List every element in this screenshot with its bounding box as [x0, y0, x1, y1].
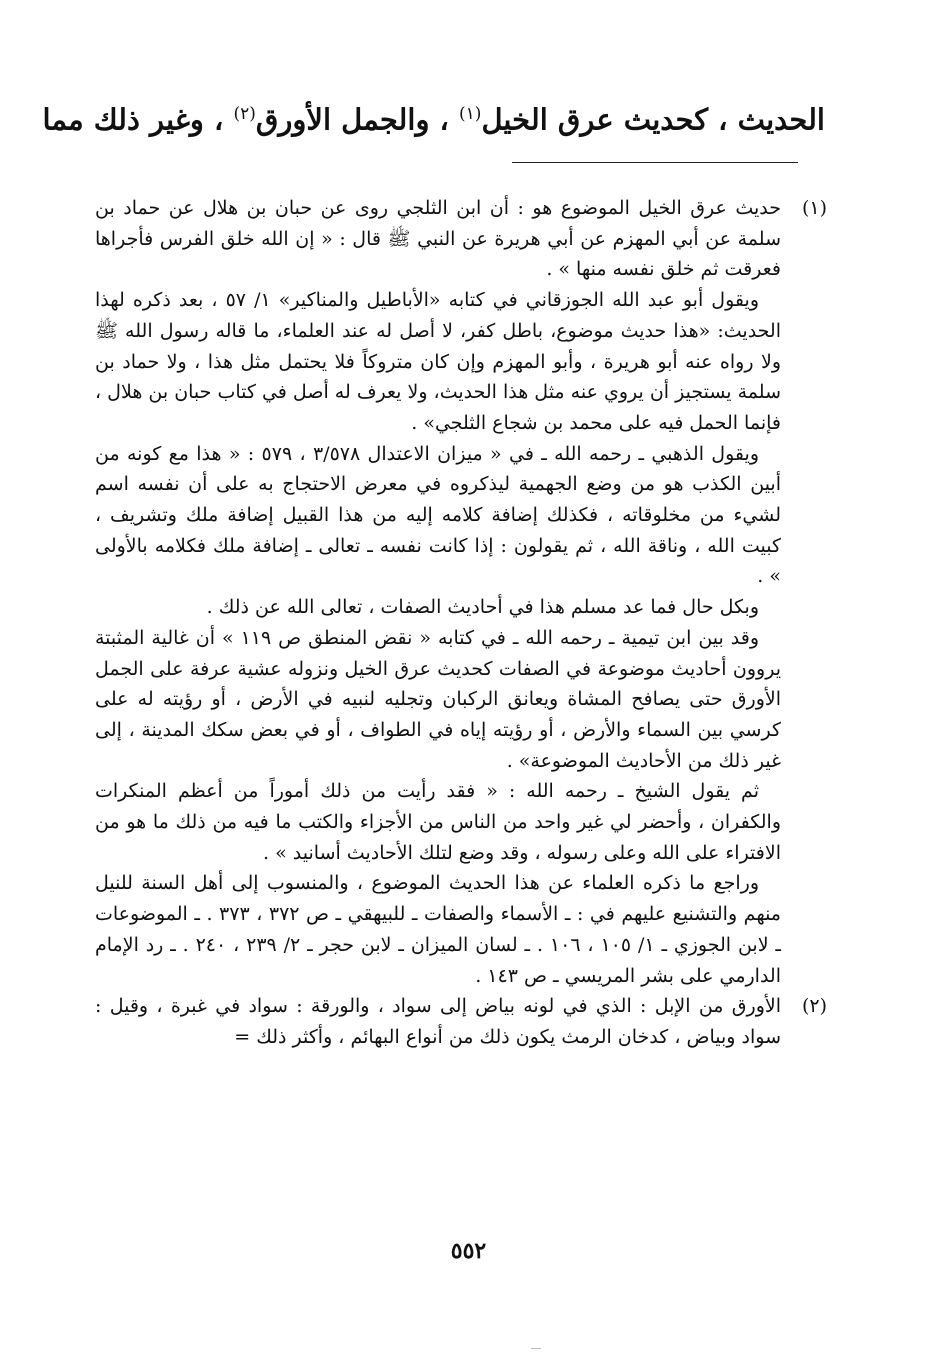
footnote-2 [95, 991, 827, 1052]
footnote-1-paragraph: ويقول الذهبي ـ رحمه الله ـ في « ميزان الاعتدال ٣/٥٧٨ ، ٥٧٩ : « هذا مع كونه من أبين الكذب هو من وضع الجهمية ليذكروه في معرض الاحتجاج به على أن نفسه اسم لشيء من مخلوقاته ، فكذلك إضافة كلامه إليه من هذا القبيل إضافة ملك وتشريف ، كبيت الله ، وناقة الله ، ثم يقولون : إذا كانت نفسه ـ تعالى ـ إضافة ملك فكلامه بالأولى » . [95, 442, 781, 588]
footnote-2-body [95, 991, 781, 1052]
footnote-1-paragraph: وراجع ما ذكره العلماء عن هذا الحديث الموضوع ، والمنسوب إلى أهل السنة للنيل منهم والتشنيع عليهم في : ـ الأسماء والصفات ـ للبيهقي ـ ص ٣٧٢ ، ٣٧٣ . ـ الموضوعات ـ لابن الجوزي ـ ١/ ١٠٥ ، ١٠٦ . ـ لسان الميزان ـ لابن حجر ـ ٢/ ٢٣٩ ، ٢٤٠ . ـ رد الإمام الدارمي على بشر المريسي ـ ص ١٤٣ . [95, 872, 781, 987]
footnote-1-paragraph: حديث عرق الخيل الموضوع هو : أن ابن الثلجي روى عن حبان بن هلال عن حماد بن سلمة عن أبي المهزم عن أبي هريرة عن النبي ﷺ قال : « إن الله خلق الفرس فأجراها فعرقت ثم خلق نفسه منها » . [95, 197, 781, 281]
footnote-1-body [95, 193, 781, 991]
footnote-1-paragraph: ثم يقول الشيخ ـ رحمه الله : « فقد رأيت من ذلك أموراً من أعظم المنكرات والكفران ، وأحضر لي غير واحد من الناس من الأجزاء والكتب ما فيه من ذلك ما هو من الافتراء على الله وعلى رسوله ، وقد وضع لتلك الأحاديث أسانيد » . [95, 780, 781, 864]
footnote-marker-1[interactable]: (١) [459, 104, 482, 124]
footnote-2-number: (٢) [801, 995, 827, 1018]
footnote-2-paragraph: الأورق من الإبل : الذي في لونه بياض إلى سواد ، والورقة : سواد في غبرة ، وقيل : سواد وبياض ، كدخان الرمث يكون ذلك من أنواع البهائم ، وأكثر ذلك = [95, 995, 781, 1048]
footnote-separator-rule [512, 162, 798, 163]
footnote-1-paragraph: وقد بين ابن تيمية ـ رحمه الله ـ في كتابه « نقض المنطق ص ١١٩ » أن غالية المثبتة يروون أحاديث موضوعة في الصفات كحديث عرق الخيل ونزوله عشية عرفة على الجمل الأورق حتى يصافح المشاة ويعانق الركبان وتجليه لنبيه في الأرض ، أو رؤيته له على كرسي بين السماء والأرض ، أو رؤيته إياه في الطواف ، أو في بعض سكك المدينة ، إلى غير ذلك من الأحاديث الموضوعة» . [95, 626, 781, 772]
scan-speck [531, 1348, 541, 1349]
footnote-1-paragraph: وبكل حال فما عد مسلم هذا في أحاديث الصفات ، تعالى الله عن ذلك . [206, 596, 759, 619]
footnote-1-number: (١) [801, 197, 827, 219]
main-text-part-1: الحديث ، كحديث عرق الخيل [481, 102, 825, 137]
footnote-marker-2[interactable]: (٢) [233, 104, 256, 124]
page-number: ٥٥٢ [450, 1238, 487, 1264]
main-text-part-3: ، وغير ذلك مما [42, 102, 234, 137]
footnote-1-paragraph: ويقول أبو عبد الله الجوزقاني في كتابه «الأباطيل والمناكير» ١/ ٥٧ ، بعد ذكره لهذا الحديث: «هذا حديث موضوع، باطل كفر، لا أصل له عند العلماء، ما قاله رسول الله ﷺ ولا رواه عنه أبو هريرة ، وأبو المهزم وإن كان متروكاً فلا يحتمل مثل هذا ، ولا حماد بن سلمة يستجيز أن يروي عنه مثل هذا الحديث، ولا يعرف له أصل في كتاب حبان بن هلال ، فإنما الحمل فيه على محمد بن شجاع الثلجي» . [95, 289, 781, 434]
main-text-part-2: ، والجمل الأورق [255, 102, 460, 137]
footnotes-section [95, 193, 827, 1053]
main-text-line [42, 92, 825, 142]
footnote-1 [95, 193, 827, 991]
